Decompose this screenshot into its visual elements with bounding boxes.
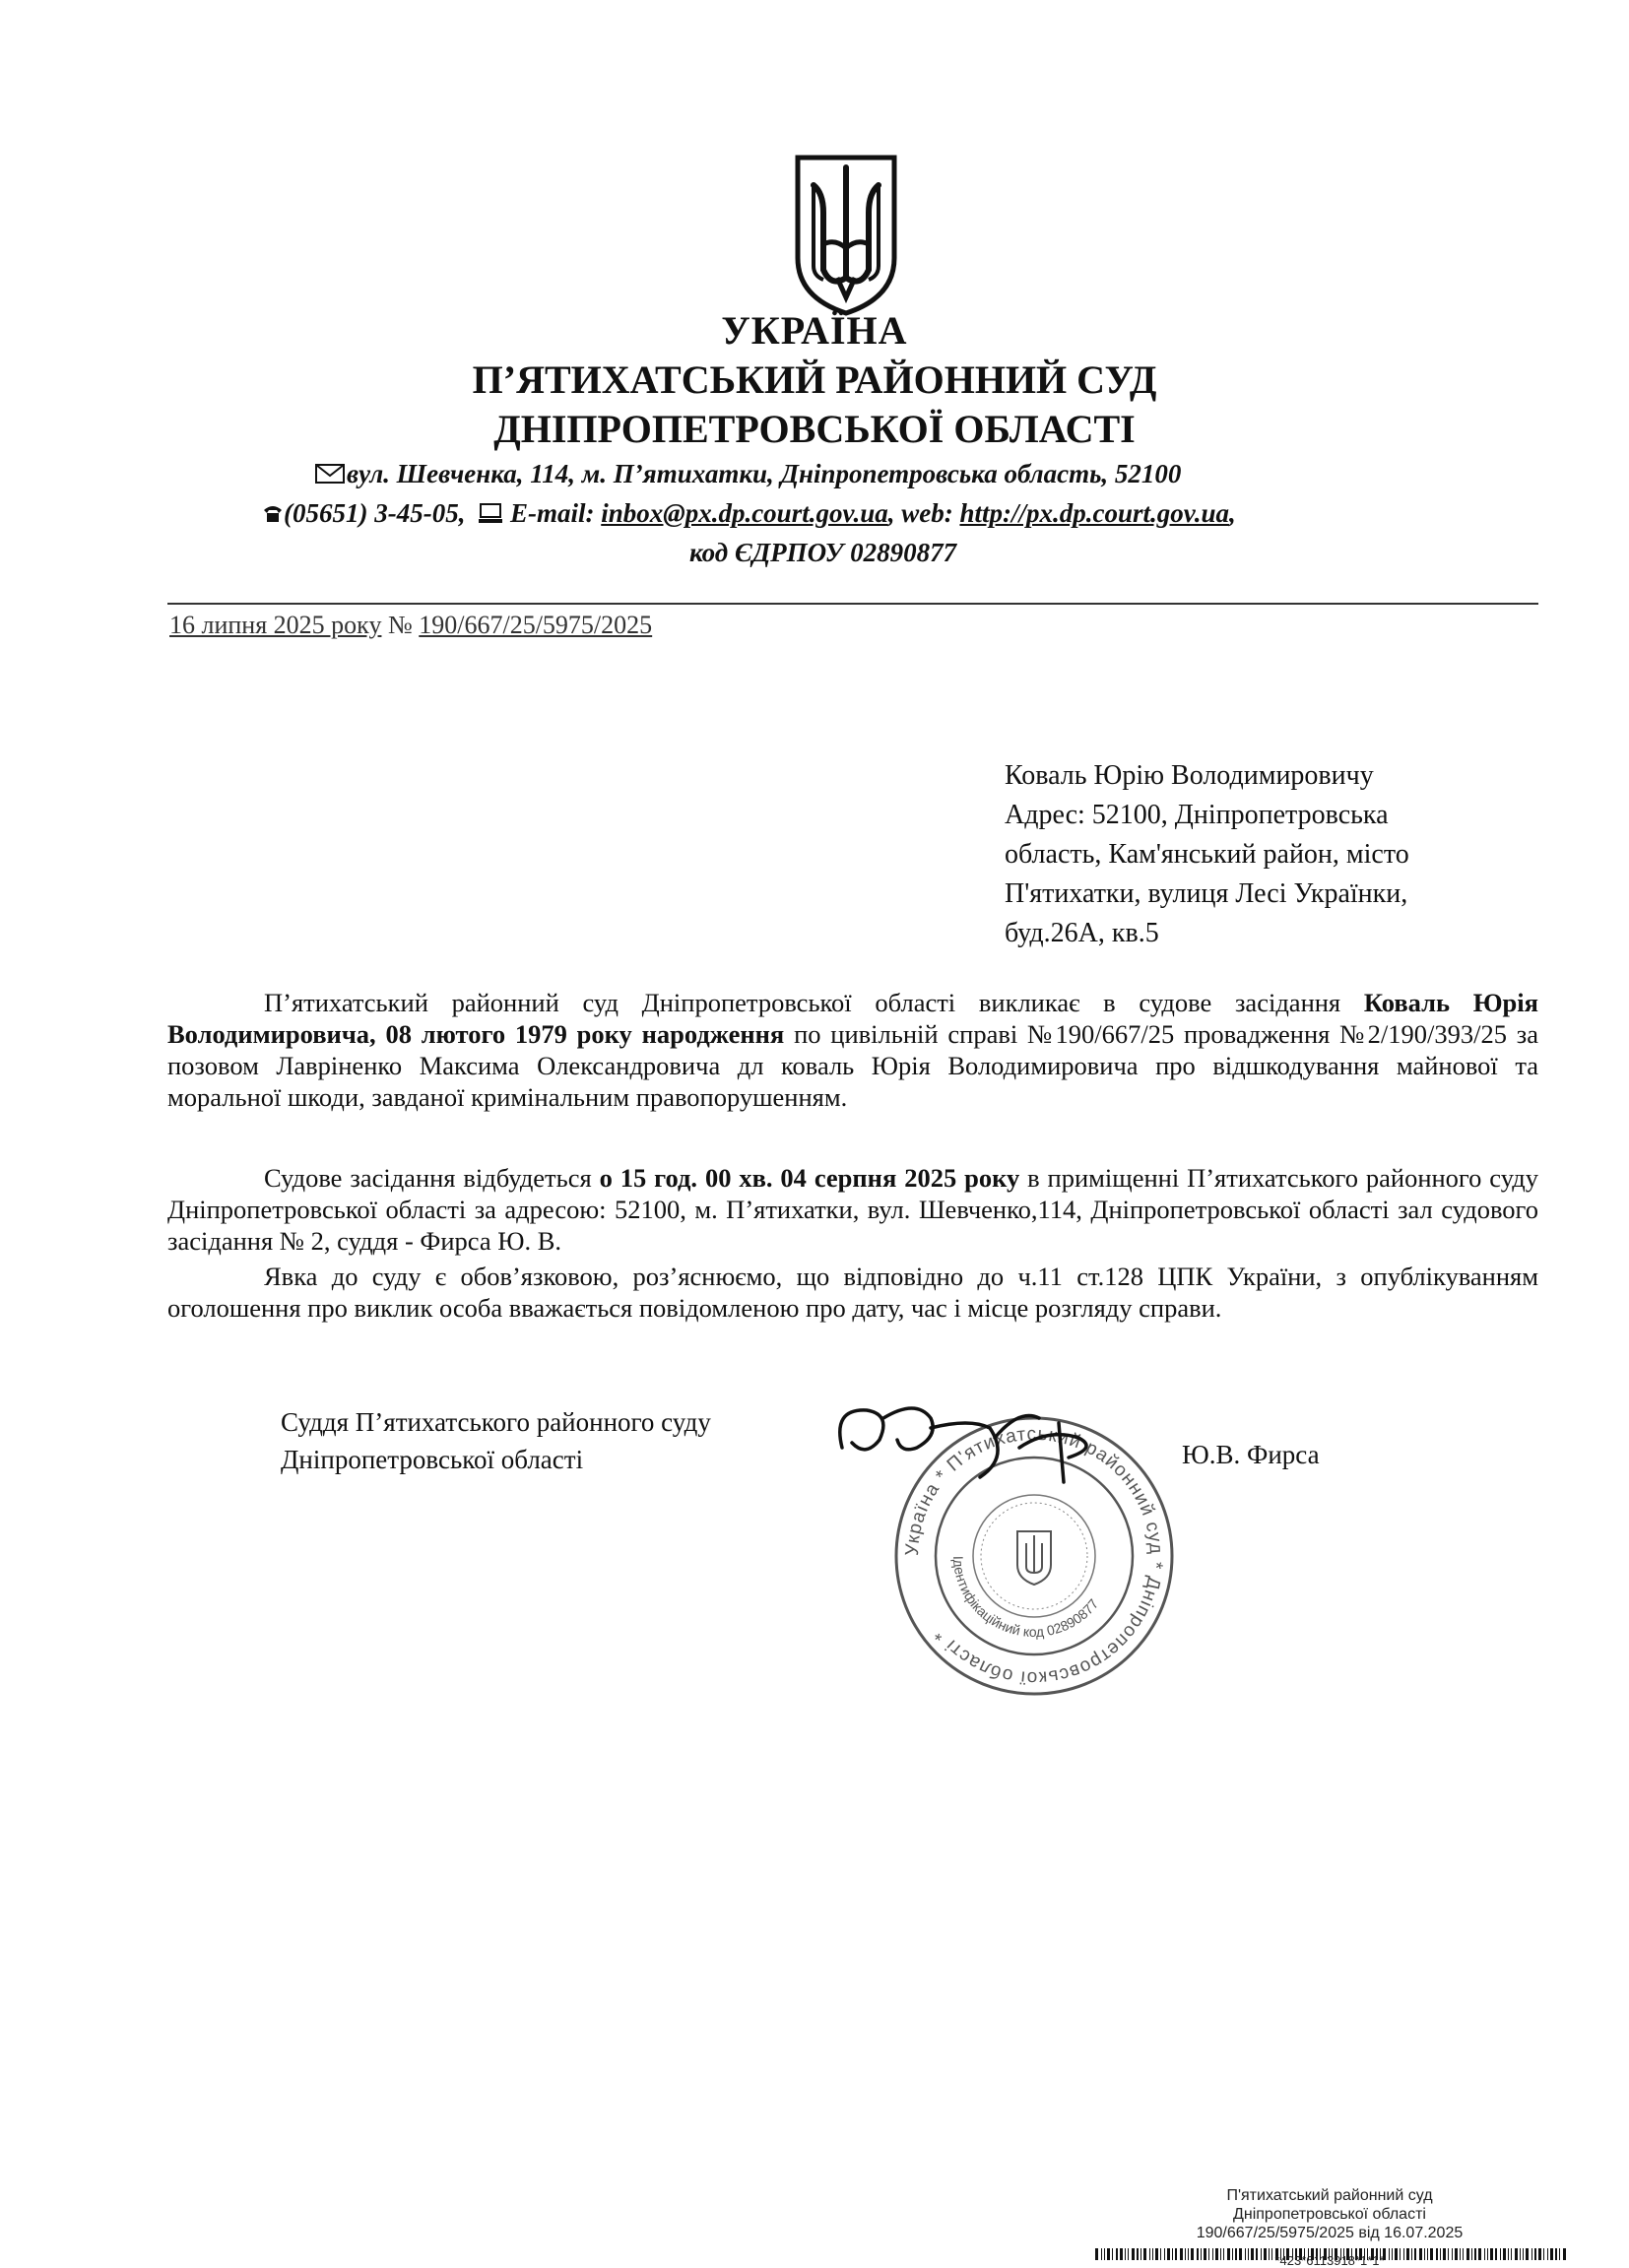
addressee-line: П'ятихатки, вулиця Лесі Українки, (1005, 878, 1408, 909)
email-link[interactable]: inbox@px.dp.court.gov.ua (601, 498, 888, 528)
addressee-line: Адрес: 52100, Дніпропетровська (1005, 800, 1389, 830)
addressee-block (1005, 756, 1517, 953)
footer-line1: П'ятихатський районний суд (1226, 2187, 1433, 2204)
region-heading: ДНІПРОПЕТРОВСЬКОЇ ОБЛАСТІ (493, 407, 1136, 451)
judge-title-line2: Дніпропетровської області (281, 1445, 584, 1474)
envelope-icon (315, 463, 345, 485)
registration-date: 16 липня 2025 року (169, 611, 382, 639)
edrpou-code: код ЄДРПОУ 02890877 (689, 538, 957, 567)
hearing-paragraph (167, 1162, 1538, 1257)
judge-title (281, 1403, 711, 1478)
seal-outer-text: Україна * П'ятихатський районний суд * Дніпропетровської області * (901, 1423, 1167, 1689)
registration-number: 190/667/25/5975/2025 (419, 611, 653, 639)
court-heading: П’ЯТИХАТСЬКИЙ РАЙОННИЙ СУД (472, 357, 1157, 402)
defendant-name: Коваль Юрія Володимировича, 08 лютого 1979 року народження (167, 988, 1538, 1049)
address-text: вул. Шевченка, 114, м. П’ятихатки, Дніпропетровська область, 52100 (347, 459, 1182, 488)
seal-trident-icon (1017, 1531, 1051, 1585)
footer-stamp (1093, 2186, 1566, 2242)
p1-text-a: П’ятихатський районний суд Дніпропетровської області викликає в судове засідання (264, 988, 1364, 1017)
footer-line2: Дніпропетровської області (1233, 2206, 1426, 2223)
number-sign: № (387, 611, 413, 639)
judge-name: Ю.В. Фирса (1182, 1440, 1320, 1469)
country-heading: УКРАЇНА (721, 308, 908, 353)
contact-line (262, 498, 1236, 529)
footer-line3: 190/667/25/5975/2025 від 16.07.2025 (1196, 2225, 1464, 2241)
seal-inner-text: Ідентифікаційний код 02890877 (949, 1555, 1102, 1641)
coat-of-arms-icon (792, 150, 900, 317)
computer-icon (478, 502, 503, 524)
postal-address (315, 459, 1181, 489)
addressee-line: Коваль Юрію Володимировичу (1005, 760, 1374, 791)
barcode-number: *423*6113918*1*1* (1274, 2253, 1385, 2268)
header-divider (167, 603, 1538, 605)
web-link[interactable]: http://px.dp.court.gov.ua (959, 498, 1229, 528)
handwritten-signature (822, 1389, 1167, 1497)
email-label: E-mail: (509, 498, 595, 528)
attendance-paragraph: Явка до суду є обов’язковою, роз’яснюємо, що відповідно до ч.11 ст.128 ЦПК України, з опублікуванням оголошення про виклик особа вважається повідомленою про дату, час і місце розгляду справи. (167, 1262, 1538, 1323)
p1-text-b: по цивільній справі №190/667/25 провадження №2/190/393/25 за позовом Лавріненко Максима Олександровича дл коваль Юрія Володимировича про відшкодування майнової та моральної шкоди, завданої кримінальним правопорушенням. (167, 1019, 1538, 1112)
phone-text: (05651) 3-45-05, (284, 498, 466, 528)
phone-icon (262, 502, 284, 524)
p2-text-a: Судове засідання відбудеться (264, 1163, 600, 1193)
hearing-time: о 15 год. 00 хв. 04 серпня 2025 року (599, 1163, 1020, 1193)
judge-title-line1: Суддя П’ятихатського районного суду (281, 1407, 711, 1437)
addressee-line: буд.26А, кв.5 (1005, 918, 1159, 948)
p2-text-b: в приміщенні П’ятихатського районного суду Дніпропетровської області за адресою: 52100, м. П’ятихатки, вул. Шевченко,114, Дніпропетровської області зал судового засідання № 2, суддя - Фирса Ю. В. (167, 1163, 1539, 1256)
web-label: , web: (887, 498, 953, 528)
summons-paragraph (167, 987, 1538, 1113)
addressee-line: область, Кам'янський район, місто (1005, 839, 1409, 870)
web-suffix: , (1228, 498, 1236, 528)
registration-line (169, 611, 652, 640)
